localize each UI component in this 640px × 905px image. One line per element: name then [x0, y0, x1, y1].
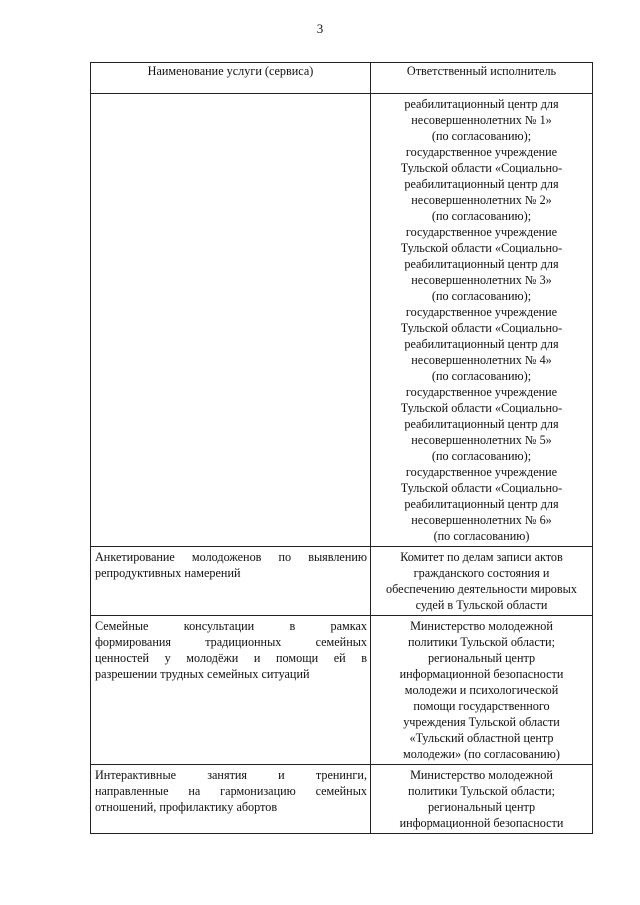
executor-text-line: «Тульский областной центр: [409, 731, 554, 745]
executor-text-line: Тульской области «Социально-: [400, 241, 563, 255]
executor-text-line: несовершеннолетних № 3»: [411, 273, 552, 287]
executor-text-line: Тульской области «Социально-: [400, 161, 563, 175]
table-row: [91, 94, 593, 547]
service-cell: [91, 94, 371, 547]
executor-cell: [371, 547, 593, 616]
executor-text-line: реабилитационный центр для: [404, 257, 559, 271]
executor-text-line: информационной безопасности: [399, 816, 564, 830]
header-executor: Ответственный исполнитель: [371, 63, 593, 94]
executor-text-line: реабилитационный центр для: [404, 337, 559, 351]
service-text-line: Интерактивные занятия и тренинги,: [95, 768, 367, 782]
executor-text-line: региональный центр: [427, 651, 536, 665]
executor-text-line: государственное учреждение: [405, 225, 558, 239]
executor-text-line: Министерство молодежной: [410, 619, 553, 633]
table-row: [91, 616, 593, 765]
executor-text-line: (по согласованию): [433, 529, 530, 543]
executor-text-line: несовершеннолетних № 5»: [411, 433, 552, 447]
services-table: [90, 62, 593, 834]
service-text-line: ценностей у молодёжи и помощи ей в: [95, 651, 367, 665]
table-row: [91, 765, 593, 834]
executor-text-line: несовершеннолетних № 1»: [411, 113, 552, 127]
executor-text-line: (по согласованию);: [431, 129, 532, 143]
table-header-row: [91, 63, 593, 94]
service-cell: [91, 765, 371, 834]
executor-text-line: региональный центр: [427, 800, 536, 814]
executor-text-line: учреждения Тульской области: [403, 715, 560, 729]
service-text-line: разрешении трудных семейных ситуаций: [95, 667, 310, 681]
executor-text-line: реабилитационный центр для: [404, 177, 559, 191]
executor-text-line: политики Тульской области;: [408, 784, 555, 798]
executor-text-line: политики Тульской области;: [408, 635, 555, 649]
executor-text-line: Тульской области «Социально-: [400, 321, 563, 335]
executor-text-line: реабилитационный центр для: [404, 497, 559, 511]
service-text-line: отношений, профилактику абортов: [95, 800, 278, 814]
executor-text-line: (по согласованию);: [431, 289, 532, 303]
executor-cell: [371, 94, 593, 547]
executor-text-line: Тульской области «Социально-: [400, 481, 563, 495]
executor-cell: [371, 765, 593, 834]
executor-text-line: Тульской области «Социально-: [400, 401, 563, 415]
executor-text-line: несовершеннолетних № 6»: [411, 513, 552, 527]
executor-text-line: (по согласованию);: [431, 449, 532, 463]
service-text-line: Семейные консультации в рамках: [95, 619, 367, 633]
executor-text-line: информационной безопасности: [399, 667, 564, 681]
executor-text-line: государственное учреждение: [405, 305, 558, 319]
service-text-line: репродуктивных намерений: [95, 566, 241, 580]
executor-text-line: реабилитационный центр для: [404, 417, 559, 431]
service-cell: [91, 547, 371, 616]
page-number: 3: [316, 21, 324, 36]
executor-text-line: (по согласованию);: [431, 209, 532, 223]
executor-text-line: Министерство молодежной: [410, 768, 553, 782]
table-row: [91, 547, 593, 616]
executor-text-line: молодежи и психологической: [404, 683, 559, 697]
executor-text-line: несовершеннолетних № 2»: [411, 193, 552, 207]
executor-text-line: (по согласованию);: [431, 369, 532, 383]
executor-text-line: Комитет по делам записи актов: [400, 550, 563, 564]
executor-text-line: молодежи» (по согласованию): [403, 747, 560, 761]
header-service: Наименование услуги (сервиса): [91, 63, 371, 94]
executor-text-line: государственное учреждение: [405, 385, 558, 399]
executor-text-line: гражданского состояния и: [413, 566, 550, 580]
executor-text-line: помощи государственного: [413, 699, 550, 713]
executor-text-line: обеспечению деятельности мировых: [386, 582, 577, 596]
service-cell: [91, 616, 371, 765]
executor-cell: [371, 616, 593, 765]
executor-text-line: судей в Тульской области: [415, 598, 548, 612]
service-text-line: направленные на гармонизацию семейных: [95, 784, 367, 798]
service-text-line: Анкетирование молодоженов по выявлению: [95, 550, 367, 564]
executor-text-line: государственное учреждение: [405, 465, 558, 479]
executor-text-line: государственное учреждение: [405, 145, 558, 159]
executor-text-line: реабилитационный центр для: [404, 97, 559, 111]
service-text-line: формирования традиционных семейных: [95, 635, 367, 649]
executor-text-line: несовершеннолетних № 4»: [411, 353, 552, 367]
